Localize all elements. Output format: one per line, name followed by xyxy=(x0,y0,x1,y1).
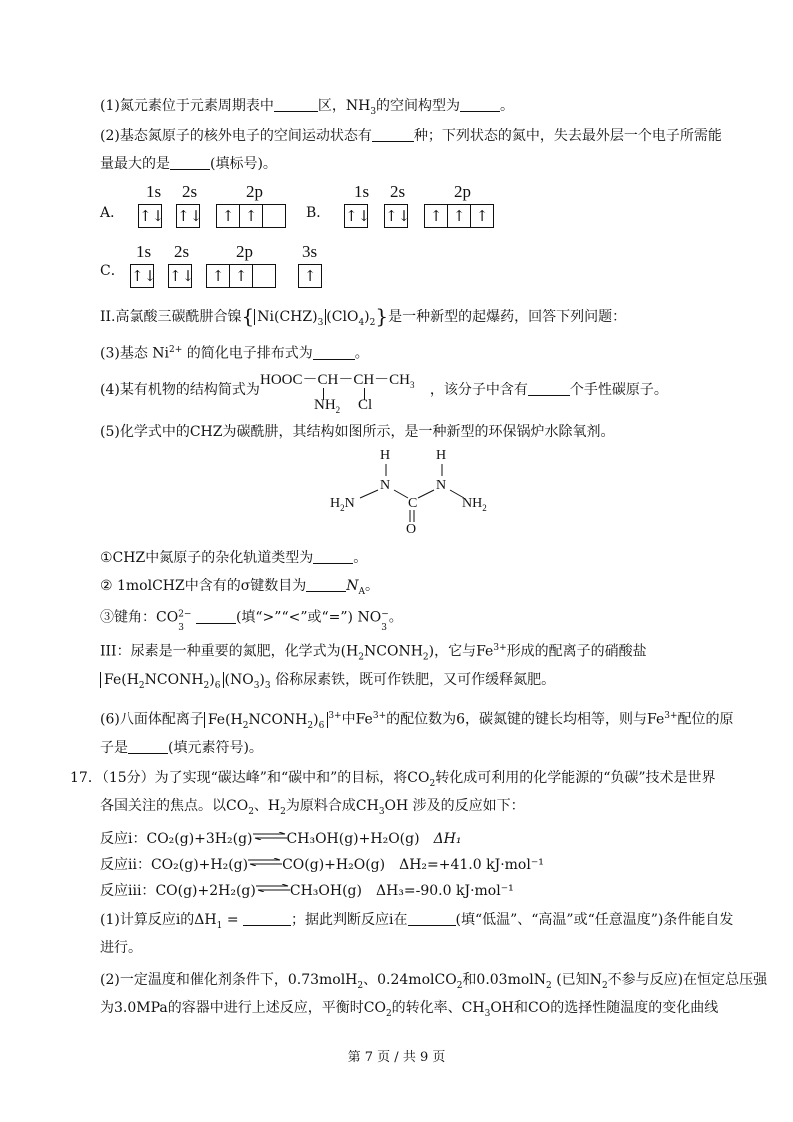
q4-nh2-text: NH xyxy=(314,397,336,413)
q6-sup: 3+ xyxy=(664,711,678,721)
q17-2-sub: 3 xyxy=(484,1008,491,1019)
q17-sub: 2 xyxy=(248,806,254,817)
orbital-box-2s xyxy=(168,264,195,288)
q17-number: 17． xyxy=(70,770,102,786)
atom-n: N xyxy=(436,478,447,493)
q1-post: 的空间构型为 xyxy=(376,98,461,114)
q17-end: OH 涉及的反应如下： xyxy=(384,798,525,814)
q17-text: （15分）为了实现“碳达峰”和“碳中和”的目标，将CO xyxy=(101,770,430,786)
s2-line xyxy=(100,576,379,602)
q3-post: 的简化电子排布式为 xyxy=(186,345,313,362)
q4-structure-top xyxy=(260,368,415,390)
q17-2-line1 xyxy=(100,970,767,996)
orbital-box-1s xyxy=(138,204,165,228)
q17-sub: 2 xyxy=(429,778,436,789)
reaction-products: CO(g)+H₂O(g) xyxy=(282,857,386,873)
reaction-row xyxy=(100,852,544,875)
orbital-box-2s xyxy=(176,204,203,228)
reaction-label: 反应ii： xyxy=(100,857,151,873)
q17-text-b: 转化成可利用的化学能源的“负碳”技术是世界 xyxy=(435,770,716,786)
atom-h2n xyxy=(330,496,355,513)
q2-line2-text: 量最大的是 xyxy=(100,156,170,172)
formula-bracket: $Fe(H_2NCONH_2)_6$ xyxy=(204,712,328,728)
q6-sub: 2 xyxy=(307,720,314,731)
q6-sub: 2 xyxy=(242,720,249,731)
electron-arrows: ↑↓ xyxy=(131,267,157,285)
orbital-box-2p xyxy=(424,204,494,228)
orbital-label: 3s xyxy=(302,242,318,261)
part2-line: II.高氯酸三碳酰肼合镍{ $Ni(CHZ)_3$ $(ClO_4)_2$}是一种新型的起爆药，回答下列问题： xyxy=(100,304,627,328)
reaction-products: CH₃OH(g) xyxy=(289,883,362,899)
orbital-label: 2p xyxy=(454,182,471,201)
part3-sub: 6 xyxy=(214,680,221,691)
q6-formula-b: NCONH xyxy=(248,711,308,728)
option-b-label: B． xyxy=(306,205,331,221)
q6-line1 xyxy=(100,706,734,735)
q4-sub: 3 xyxy=(410,380,415,390)
q17-2-text: (2)一定温度和催化剂条件下，0.73molH xyxy=(100,972,358,988)
nh2-text: NH xyxy=(462,496,483,511)
formula-bracket xyxy=(254,309,326,328)
q17-2-mid: 和0.03molN xyxy=(462,972,547,988)
part3-end: 形成的配离子的硝酸盐 xyxy=(506,643,647,660)
q4-structure-text: HOOC－CH－CH－CH xyxy=(260,372,411,388)
orbital-label: 2s xyxy=(182,182,198,201)
electron-arrows: ↑ xyxy=(448,205,471,227)
s2-na-sub: A xyxy=(358,586,366,597)
part3-sub: 3 xyxy=(253,680,260,691)
electron-arrows: ↑ xyxy=(475,207,489,225)
q17-line2 xyxy=(100,796,525,822)
s2-na: N xyxy=(346,578,359,594)
q3-end: 。 xyxy=(354,345,369,362)
formula-a: Ni(CHZ) xyxy=(257,309,318,325)
equilibrium-arrow-icon xyxy=(253,826,287,846)
part3-formula-b: NCONH xyxy=(144,672,204,688)
q6-sup: 3+ xyxy=(372,711,387,721)
orbital-label: 1s xyxy=(354,182,370,201)
part3-mid: NCONH xyxy=(364,643,423,660)
part3-line2-text: 俗称尿素铁，既可作铁肥，又可作缓释氮肥。 xyxy=(275,672,556,688)
electron-arrows: ↑↓ xyxy=(169,267,195,285)
q2-line1 xyxy=(100,126,722,146)
part3-line1 xyxy=(100,638,647,667)
q17-sub: 3 xyxy=(378,806,385,817)
electron-arrows: ↑ xyxy=(230,265,253,287)
formula-sub: 4 xyxy=(358,317,365,328)
orbital-box-2p xyxy=(216,204,286,228)
reaction-reactants: CO(g)+2H₂(g) xyxy=(155,883,256,899)
q2-text: (2)基态氮原子的核外电子的空间运动状态有 xyxy=(100,128,372,144)
q17-1-blank-dh[interactable] xyxy=(243,911,291,926)
h2n-sub: 2 xyxy=(340,502,345,513)
q6-tail: 配位的原 xyxy=(677,711,734,728)
h2n-h: H xyxy=(330,496,341,511)
q6-text: (6)八面体配离子 xyxy=(100,711,204,728)
reaction-label: 反应i： xyxy=(100,831,147,847)
s3-end: 。 xyxy=(388,609,403,626)
q3-sup: 2+ xyxy=(169,345,183,355)
page-footer: 第 7 页 / 共 9 页 xyxy=(347,1050,446,1065)
q3-blank[interactable] xyxy=(313,345,355,360)
q1-line xyxy=(100,96,514,122)
q17-1-blank-temp[interactable] xyxy=(408,911,456,926)
q17-1-line2: 进行。 xyxy=(100,940,142,956)
part2-post: 是一种新型的起爆药，回答下列问题： xyxy=(388,309,627,325)
q17-2-sub: 2 xyxy=(385,1008,392,1019)
q17-2-sub: 2 xyxy=(546,980,552,991)
bond-line xyxy=(418,490,434,498)
orbital-box-1s xyxy=(344,204,371,228)
q6-formula-a: Fe(H xyxy=(207,711,243,728)
orbital-label: 2s xyxy=(174,242,190,261)
orbital-box-3s xyxy=(298,264,322,288)
q6-line2-tail: (填元素符号)。 xyxy=(168,740,263,756)
part3-sub: 2 xyxy=(203,680,210,691)
nh2-sub: 2 xyxy=(482,502,487,513)
electron-arrows xyxy=(263,205,285,227)
q5-line: (5)化学式中的CHZ为碳酰肼，其结构如图所示，是一种新型的环保锅炉水除氧剂。 xyxy=(100,424,615,440)
s1-end: 。 xyxy=(353,550,368,566)
part3-formula-a: Fe(H xyxy=(104,672,139,688)
q2-blank-states[interactable] xyxy=(372,127,414,142)
s3-line xyxy=(100,604,403,633)
q17-1-sub: 1 xyxy=(216,920,223,931)
q17-2-mid: 的转化率、CH xyxy=(391,1000,485,1016)
q1-end: 。 xyxy=(500,98,515,114)
q17-2-sub: 2 xyxy=(601,980,608,991)
orbital-label: 2p xyxy=(246,182,263,201)
orbital-label: 2p xyxy=(236,242,253,261)
q6-sub: 6 xyxy=(318,720,325,731)
orbital-box-2s xyxy=(384,204,411,228)
part3-sub: 2 xyxy=(138,680,145,691)
orbital-label: 1s xyxy=(136,242,152,261)
h2n-n: N xyxy=(344,496,355,511)
s3-blank[interactable] xyxy=(196,609,236,624)
electron-arrows: ↑ xyxy=(303,267,317,285)
electron-arrows: ↑↓ xyxy=(345,207,371,225)
q6-line2 xyxy=(100,738,263,758)
q17-1-text: (1)计算反应i的ΔH xyxy=(100,912,217,928)
q17-1-post: ；据此判断反应i在 xyxy=(291,912,408,928)
reaction-row xyxy=(100,826,462,849)
q17-2-mid: (已知N xyxy=(551,972,602,988)
part3-sup: 3+ xyxy=(493,643,507,653)
option-a-label: A． xyxy=(100,205,125,221)
part3-line2: $Fe(H_2NCONH_2)_6$ $(NO_3)_3$ 俗称尿素铁，既可作铁肥，又可作缓释氮肥。 xyxy=(100,670,555,696)
option-c-label: C． xyxy=(100,263,125,279)
s3-sup: 2− xyxy=(178,609,192,619)
q2-line2 xyxy=(100,154,277,174)
brace-open: { xyxy=(241,304,255,328)
q2-text-b: 种；下列状态的氮中，失去最外层一个电子所需能 xyxy=(413,128,722,144)
q17-1-line1 xyxy=(100,910,733,936)
bond-line xyxy=(394,490,408,498)
q4-post: ，该分子中含有 xyxy=(429,382,528,398)
q17-sub: 2 xyxy=(280,806,286,817)
s3-sub: 3 xyxy=(178,622,184,633)
q17-1-end: (填“低温”、“高温”或“任意温度”)条件能自发 xyxy=(455,912,734,928)
electron-arrows xyxy=(253,265,275,287)
q17-2-mid: OH和CO的选择性随温度的变化曲线 xyxy=(490,1000,719,1016)
q3-text: (3)基态 Ni xyxy=(100,345,170,362)
q4-cl: Cl xyxy=(358,397,373,413)
part3-sub: 3 xyxy=(264,680,271,691)
q6-sup: 3+ xyxy=(328,711,342,721)
atom-h: H xyxy=(436,448,447,463)
q6-line2-text: 子是 xyxy=(100,740,128,756)
q4-nh2 xyxy=(314,397,340,415)
electron-arrows: ↑ xyxy=(207,265,230,287)
bond-line xyxy=(360,490,378,498)
q2-blank-option[interactable] xyxy=(170,155,210,170)
electron-arrows: ↑ xyxy=(240,205,263,227)
part3-sub: 2 xyxy=(422,652,429,663)
q17-1-mid: = xyxy=(222,912,244,928)
q17-post: 为原料合成CH xyxy=(285,798,379,814)
electron-arrows: ↑↓ xyxy=(139,207,165,225)
orbital-label: 1s xyxy=(146,182,162,201)
q2-line2-tail: (填标号)。 xyxy=(210,156,277,172)
s3-text: ③键角：CO xyxy=(100,609,179,626)
atom-o: O xyxy=(406,522,417,537)
q17-2-sub: 2 xyxy=(456,980,463,991)
q17-2-sub: 2 xyxy=(357,980,364,991)
q17-line1 xyxy=(70,768,716,794)
reaction-reactants: CO₂(g)+3H₂(g) xyxy=(146,831,253,847)
equilibrium-arrow-icon xyxy=(248,852,282,872)
part3-sub: 2 xyxy=(358,652,364,663)
q1-blank-block[interactable] xyxy=(274,97,318,112)
reaction-dh: ΔH₂=+41.0 kJ·mol⁻¹ xyxy=(399,857,544,873)
s2-blank[interactable] xyxy=(306,577,346,592)
formula-sub: 3 xyxy=(317,317,324,328)
atom-c: C xyxy=(408,496,418,511)
q1-sub: 3 xyxy=(370,106,377,117)
equilibrium-arrow-icon xyxy=(256,878,290,898)
orbital-box-1s xyxy=(130,264,157,288)
reaction-row xyxy=(100,878,514,901)
reaction-dh: ΔH₁ xyxy=(433,831,462,847)
atom-n: N xyxy=(380,478,391,493)
q4-text: (4)某有机物的结构简式为 xyxy=(100,382,260,398)
part3-formula-c: (NO xyxy=(224,672,254,688)
q1-text: (1)氮元素位于元素周期表中 xyxy=(100,98,274,114)
s3-sub2: 3 xyxy=(381,622,387,633)
q4-nh2-sub: 2 xyxy=(335,405,341,415)
q17-2-end: 不参与反应)在恒定总压强 xyxy=(607,972,768,988)
s2-text: ② 1molCHZ中含有的σ键数目为 xyxy=(100,578,307,594)
q17-2-mid: 、0.24molCO xyxy=(363,972,457,988)
q6-post: 的配位数为6，碳氮键的键长均相等，则与Fe xyxy=(386,711,665,728)
electron-arrows: ↑↓ xyxy=(385,207,411,225)
reaction-reactants: CO₂(g)+H₂(g) xyxy=(150,857,249,873)
formula-sub: 2 xyxy=(369,317,376,328)
s2-end: 。 xyxy=(365,578,380,594)
orbital-box-2p xyxy=(206,264,276,288)
brace-close: } xyxy=(375,304,389,328)
electron-arrows: ↑↓ xyxy=(177,207,203,225)
q4-blank[interactable] xyxy=(528,381,570,396)
s1-line xyxy=(100,548,367,568)
orbital-label: 2s xyxy=(390,182,406,201)
atom-h: H xyxy=(380,448,391,463)
q1-mid: 区，NH xyxy=(317,98,371,114)
q1-blank-shape[interactable] xyxy=(460,97,500,112)
part3-text: III：尿素是一种重要的氮肥，化学式为(H xyxy=(100,643,359,660)
reaction-label: 反应iii： xyxy=(100,883,156,899)
electron-arrows: ↑ xyxy=(425,205,448,227)
s3-sup2: − xyxy=(381,609,389,619)
s1-blank[interactable] xyxy=(313,549,353,564)
q6-mid: 中Fe xyxy=(341,711,373,728)
s3-mid: (填“>”“<”或“=”) NO xyxy=(235,609,382,626)
part2-text: II.高氯酸三碳酰肼合镍 xyxy=(100,309,242,325)
atom-nh2 xyxy=(462,496,487,513)
q17-2-line2 xyxy=(100,998,718,1024)
reaction-products: CH₃OH(g)+H₂O(g) xyxy=(286,831,420,847)
reaction-dh: ΔH₃=-90.0 kJ·mol⁻¹ xyxy=(375,883,514,899)
q3-line xyxy=(100,340,369,364)
formula-bracket: $Fe(H_2NCONH_2)_6$ xyxy=(100,672,224,688)
electron-arrows: ↑ xyxy=(217,205,240,227)
q17-2-line2-text: 为3.0MPa的容器中进行上述反应，平衡时CO xyxy=(100,1000,386,1016)
s1-text: ①CHZ中氮原子的杂化轨道类型为 xyxy=(100,550,314,566)
q17-line2-text: 各国关注的焦点。以CO xyxy=(100,798,249,814)
q17-mid: 、H xyxy=(253,798,281,814)
part3-post: )，它与Fe xyxy=(428,643,494,660)
formula-b: (ClO xyxy=(326,309,359,325)
q4-end: 个手性碳原子。 xyxy=(569,382,668,398)
q6-blank[interactable] xyxy=(128,739,168,754)
